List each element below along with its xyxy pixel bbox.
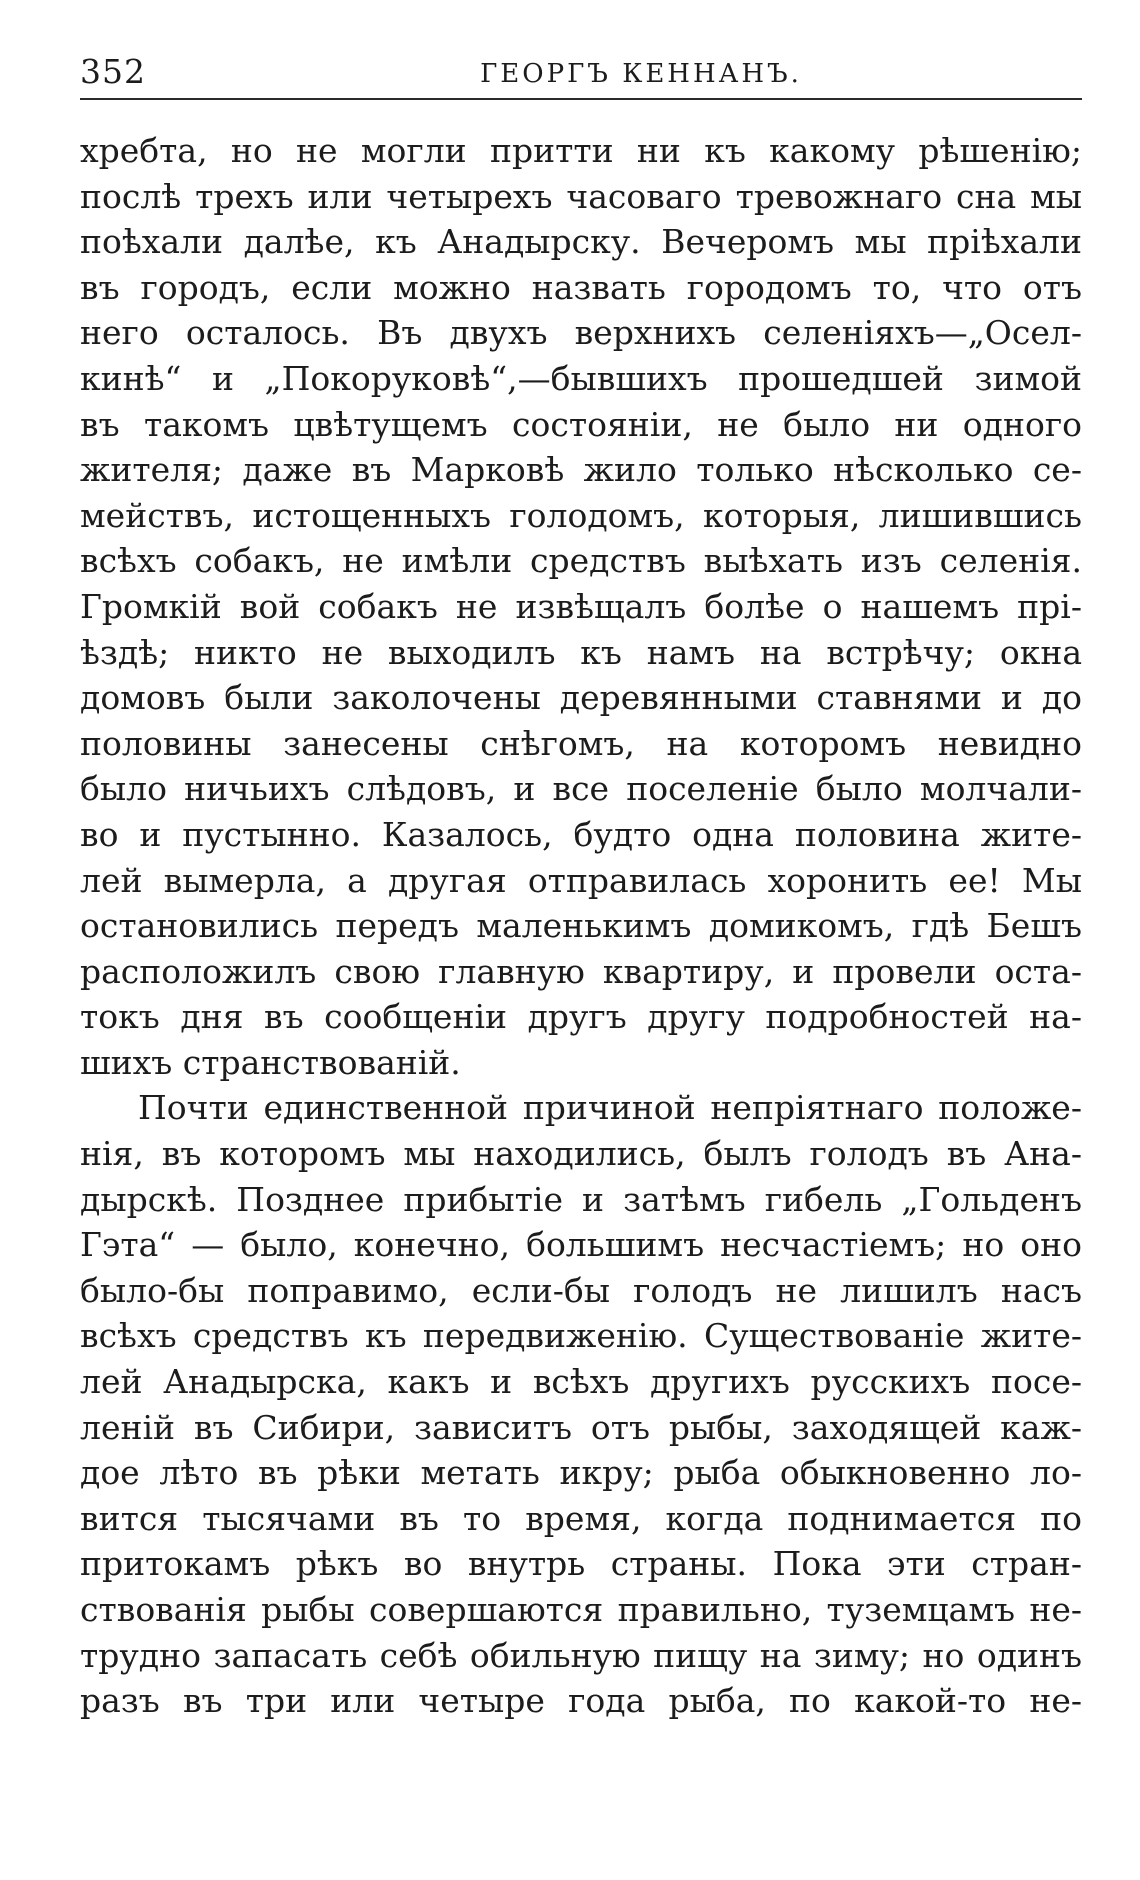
text-line: вится тысячами въ то время, когда поднимается по <box>80 1498 1082 1538</box>
text-line: было-бы поправимо, если-бы голодъ не лишилъ насъ <box>80 1270 1082 1310</box>
text-line: Почти единственной причиной непріятнаго положе- <box>138 1088 1082 1128</box>
text-line: хребта, но не могли притти ни къ какому рѣшенію; <box>80 131 1082 170</box>
text-line: разъ въ три или четыре года рыба, по какой-то не- <box>80 1681 1082 1721</box>
running-title: ГЕОРГЪ КЕННАНЪ. <box>480 59 802 89</box>
text-line: шихъ странствованій. <box>80 1042 461 1082</box>
text-line: было ничьихъ слѣдовъ, и все поселеніе было молчали- <box>80 769 1082 809</box>
text-line: послѣ трехъ или четырехъ часоваго тревожнаго сна мы <box>80 176 1082 216</box>
text-line: половины занесены снѣгомъ, на которомъ невидно <box>80 723 1082 763</box>
text-line: дое лѣто въ рѣки метать икру; рыба обыкновенно ло- <box>80 1453 1082 1493</box>
text-line: жителя; даже въ Марковѣ жило только нѣсколько се- <box>80 450 1082 490</box>
text-line: притокамъ рѣкъ во внутрь страны. Пока эти стран- <box>80 1544 1082 1584</box>
text-line: остановились передъ маленькимъ домикомъ, гдѣ Бешъ <box>80 906 1082 946</box>
text-line: всѣхъ средствъ къ передвиженію. Существованіе жите- <box>80 1316 1082 1356</box>
text-line: кинѣ“ и „Покоруковѣ“,—бывшихъ прошедшей зимой <box>80 358 1082 398</box>
text-line: въ такомъ цвѣтущемъ состояніи, не было ни одного <box>80 404 1082 444</box>
text-line: лей Анадырска, какъ и всѣхъ другихъ русскихъ посе- <box>80 1362 1082 1402</box>
text-line: расположилъ свою главную квартиру, и провели оста- <box>80 951 1082 991</box>
running-head <box>80 52 1082 96</box>
text-line: него осталось. Въ двухъ верхнихъ селеніяхъ—„Осел- <box>80 313 1082 353</box>
paragraph-2 <box>80 1085 1082 1723</box>
text-line: нія, въ которомъ мы находились, былъ голодъ въ Ана- <box>80 1134 1082 1174</box>
text-line: во и пустынно. Казалось, будто одна половина жите- <box>80 814 1082 854</box>
text-line: мействъ, истощенныхъ голодомъ, которыя, лишившись <box>80 495 1082 535</box>
text-line: въ городъ, если можно назвать городомъ то, что отъ <box>80 267 1082 307</box>
text-line: леній въ Сибири, зависитъ отъ рыбы, заходящей каж- <box>80 1407 1082 1447</box>
text-line: ствованія рыбы совершаются правильно, туземцамъ не- <box>80 1590 1082 1629</box>
paragraph-1 <box>80 128 1082 1085</box>
page-number: 352 <box>80 52 146 91</box>
text-line: Громкій вой собакъ не извѣщалъ болѣе о нашемъ прі- <box>80 586 1082 626</box>
text-line: Гэта“ — было, конечно, большимъ несчастіемъ; но оно <box>80 1225 1082 1265</box>
text-line: домовъ были заколочены деревянными ставнями и до <box>80 678 1082 718</box>
text-line: ѣздѣ; никто не выходилъ къ намъ на встрѣчу; окна <box>80 632 1082 672</box>
text-line: трудно запасать себѣ обильную пищу на зиму; но одинъ <box>80 1635 1082 1675</box>
text-line: поѣхали далѣе, къ Анадырску. Вечеромъ мы пріѣхали <box>80 222 1082 262</box>
text-line: лей вымерла, а другая отправилась хоронить ее! Мы <box>80 860 1082 900</box>
body-text <box>80 128 1082 1724</box>
text-line: дырскѣ. Позднее прибытіе и затѣмъ гибель „Гольденъ <box>80 1179 1082 1219</box>
text-line: токъ дня въ сообщеніи другъ другу подробностей на- <box>80 997 1082 1037</box>
text-line: всѣхъ собакъ, не имѣли средствъ выѣхать изъ селенія. <box>80 541 1082 581</box>
header-rule <box>80 98 1082 100</box>
